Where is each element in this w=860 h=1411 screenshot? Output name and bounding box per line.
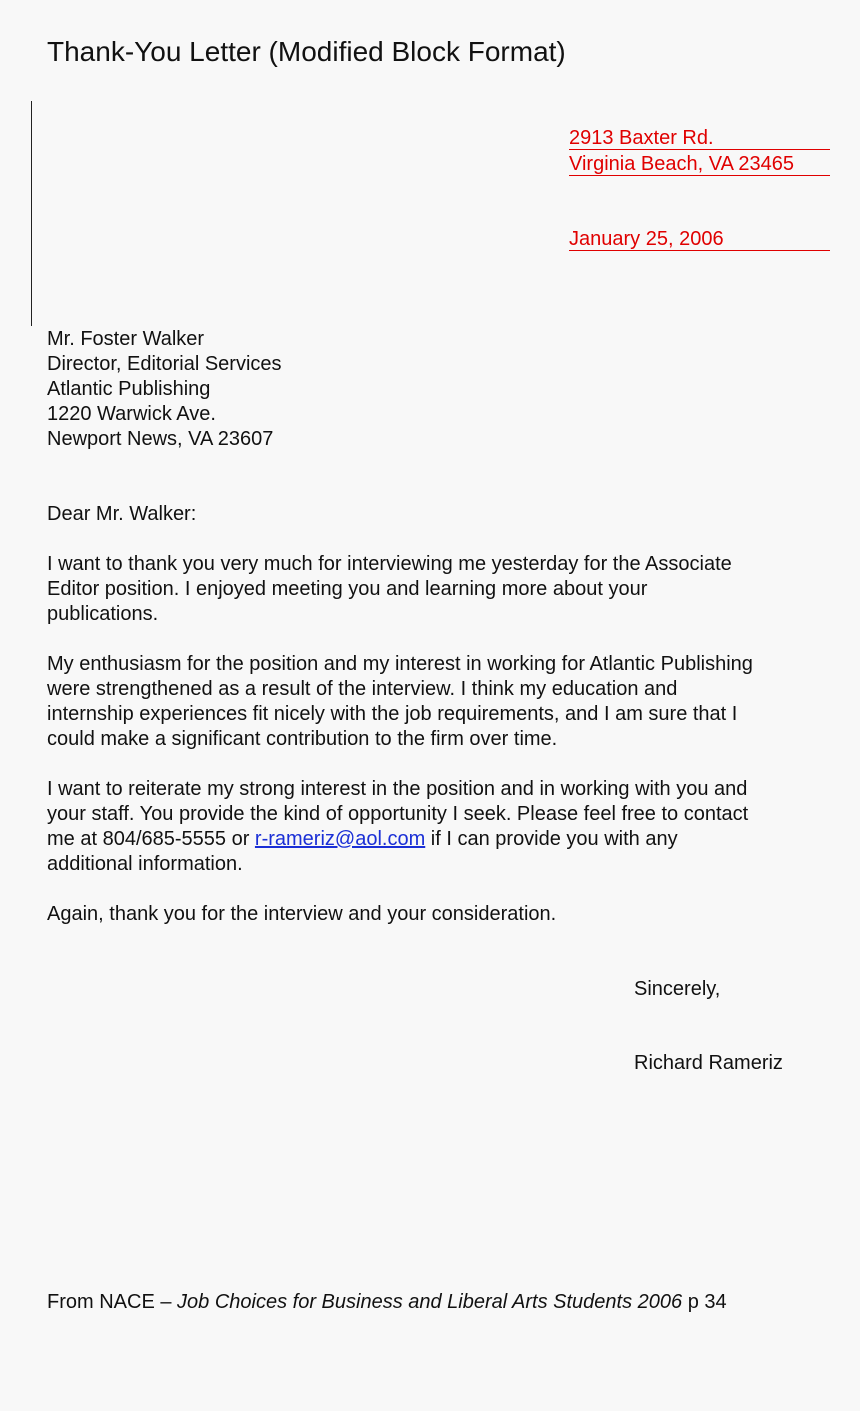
- body-paragraph-4: [47, 902, 837, 927]
- recipient-title: Director, Editorial Services: [47, 353, 282, 375]
- body-paragraph-3: [47, 777, 837, 877]
- salutation: Dear Mr. Walker:: [47, 503, 197, 525]
- margin-change-bar: [31, 101, 32, 326]
- paragraph-line: your staff. You provide the kind of opportunity I seek. Please feel free to contact: [47, 803, 749, 825]
- return-address-city: Virginia Beach, VA 23465: [569, 153, 830, 176]
- recipient-street: 1220 Warwick Ave.: [47, 403, 216, 425]
- paragraph-line-contact: [47, 827, 837, 852]
- source-footer: [47, 1290, 727, 1315]
- contact-text-before: me at 804/685-5555 or: [47, 828, 255, 850]
- paragraph-line: internship experiences fit nicely with the job requirements, and I am sure that I: [47, 703, 738, 725]
- paragraph-line: I want to reiterate my strong interest in the position and in working with you and: [47, 778, 748, 800]
- closing: Sincerely,: [634, 978, 721, 1000]
- recipient-name: Mr. Foster Walker: [47, 328, 205, 350]
- paragraph-line: My enthusiasm for the position and my interest in working for Atlantic Publishing: [47, 653, 753, 675]
- body-paragraph-1: [47, 552, 837, 627]
- recipient-company: Atlantic Publishing: [47, 378, 211, 400]
- paragraph-line: were strengthened as a result of the interview. I think my education and: [47, 678, 678, 700]
- document-title: Thank-You Letter (Modified Block Format): [47, 36, 566, 67]
- paragraph-line: publications.: [47, 603, 159, 625]
- footer-prefix: From NACE –: [47, 1291, 178, 1313]
- paragraph-line: could make a significant contribution to the firm over time.: [47, 728, 558, 750]
- paragraph-line: I want to thank you very much for interviewing me yesterday for the Associate: [47, 553, 732, 575]
- paragraph-line: Again, thank you for the interview and your consideration.: [47, 903, 557, 925]
- letter-date: January 25, 2006: [569, 228, 830, 251]
- contact-text-after: if I can provide you with any: [425, 828, 678, 850]
- paragraph-line: additional information.: [47, 853, 243, 875]
- email-link[interactable]: r-rameriz@aol.com: [254, 828, 426, 850]
- recipient-city: Newport News, VA 23607: [47, 428, 274, 450]
- return-address-street: 2913 Baxter Rd.: [569, 127, 830, 150]
- signature-name: Richard Rameriz: [634, 1052, 783, 1074]
- paragraph-line: Editor position. I enjoyed meeting you and learning more about your: [47, 578, 648, 600]
- recipient-address: [47, 327, 837, 452]
- footer-source-title: Job Choices for Business and Liberal Arts Students 2006: [177, 1291, 683, 1313]
- footer-page: p 34: [682, 1291, 727, 1313]
- body-paragraph-2: [47, 652, 837, 752]
